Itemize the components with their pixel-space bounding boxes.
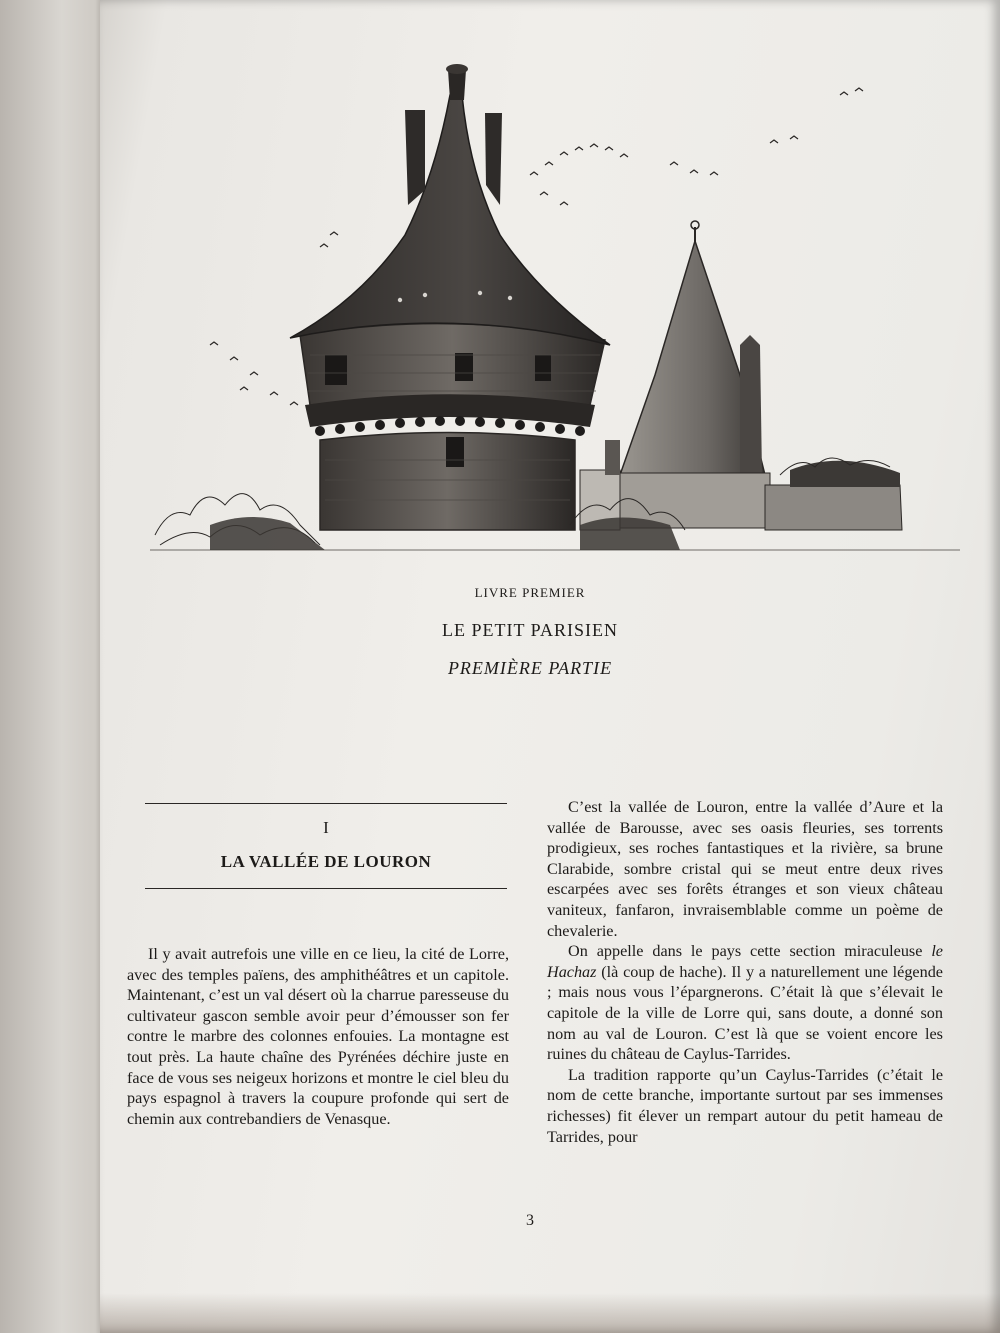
- book-label: LIVRE PREMIER: [474, 585, 586, 600]
- page-number: 3: [526, 1212, 534, 1229]
- paragraph: La tradition rapporte qu’un Caylus-Tarrides (c’était le nom de cette branche, importante surtout par ses immenses richesses) fit élever un rempart autour du petit hameau de Tarrides, pour: [547, 1065, 943, 1146]
- castle-illustration: [150, 55, 960, 565]
- spire-tower: [620, 221, 770, 528]
- right-text-column: [547, 797, 943, 1147]
- chapter-rule-top: [145, 803, 507, 804]
- paragraph: [547, 941, 943, 1065]
- italic-term: le Hachaz: [547, 942, 943, 981]
- main-tower: [300, 324, 605, 530]
- part-title: PREMIÈRE PARTIE: [447, 658, 613, 678]
- chapter-number: I: [323, 818, 329, 837]
- page-shadow: [100, 1293, 1000, 1333]
- facing-page-edge: [0, 0, 112, 1333]
- left-text-column: [127, 944, 509, 1129]
- chapter-rule-bottom: [145, 888, 507, 889]
- chapter-title: LA VALLÉE DE LOURON: [220, 852, 432, 871]
- paragraph: C’est la vallée de Louron, entre la vallée d’Aure et la vallée de Barousse, avec ses oasis fleuries, ses torrents prodigieux, ses roches fantastiques et la rivière, sa brune Clarabide, sombre cristal qui se meut entre deux rives escarpées avec ses forêts étranges et son vieux château vaniteux, fanfaron, invraisemblable comme un poème de chevalerie.: [547, 798, 943, 940]
- paragraph-text: On appelle dans le pays cette section miraculeuse: [568, 942, 932, 961]
- tower-roof: [290, 64, 610, 345]
- paragraph-text: (là coup de hache). Il y a naturellement une légende ; mais nous vous l’épargnerons. C’était là que s’élevait le capitole de la ville de Lorre qui, sans doute, a donné son nom au val de Louron. C’est là que se voient encore les ruines du château de Caylus-Tarrides.: [547, 962, 943, 1064]
- book-title: LE PETIT PARISIEN: [441, 620, 618, 640]
- paragraph: Il y avait autrefois une ville en ce lieu, la cité de Lorre, avec des temples païens, des amphithéâtres et un capitole. Maintenant, c’est un val désert où la charrue paresseuse du cultivateur gascon semble avoir peur d’émousser son fer contre le marbre des colonnes enfouies. La montagne est tout près. La haute chaîne des Pyrénées déchire juste en face de vous ses neigeux horizons et montre le ciel bleu du pays espagnol à travers la coupure profonde qui sert de chemin aux contrebandiers de Venasque.: [127, 945, 509, 1128]
